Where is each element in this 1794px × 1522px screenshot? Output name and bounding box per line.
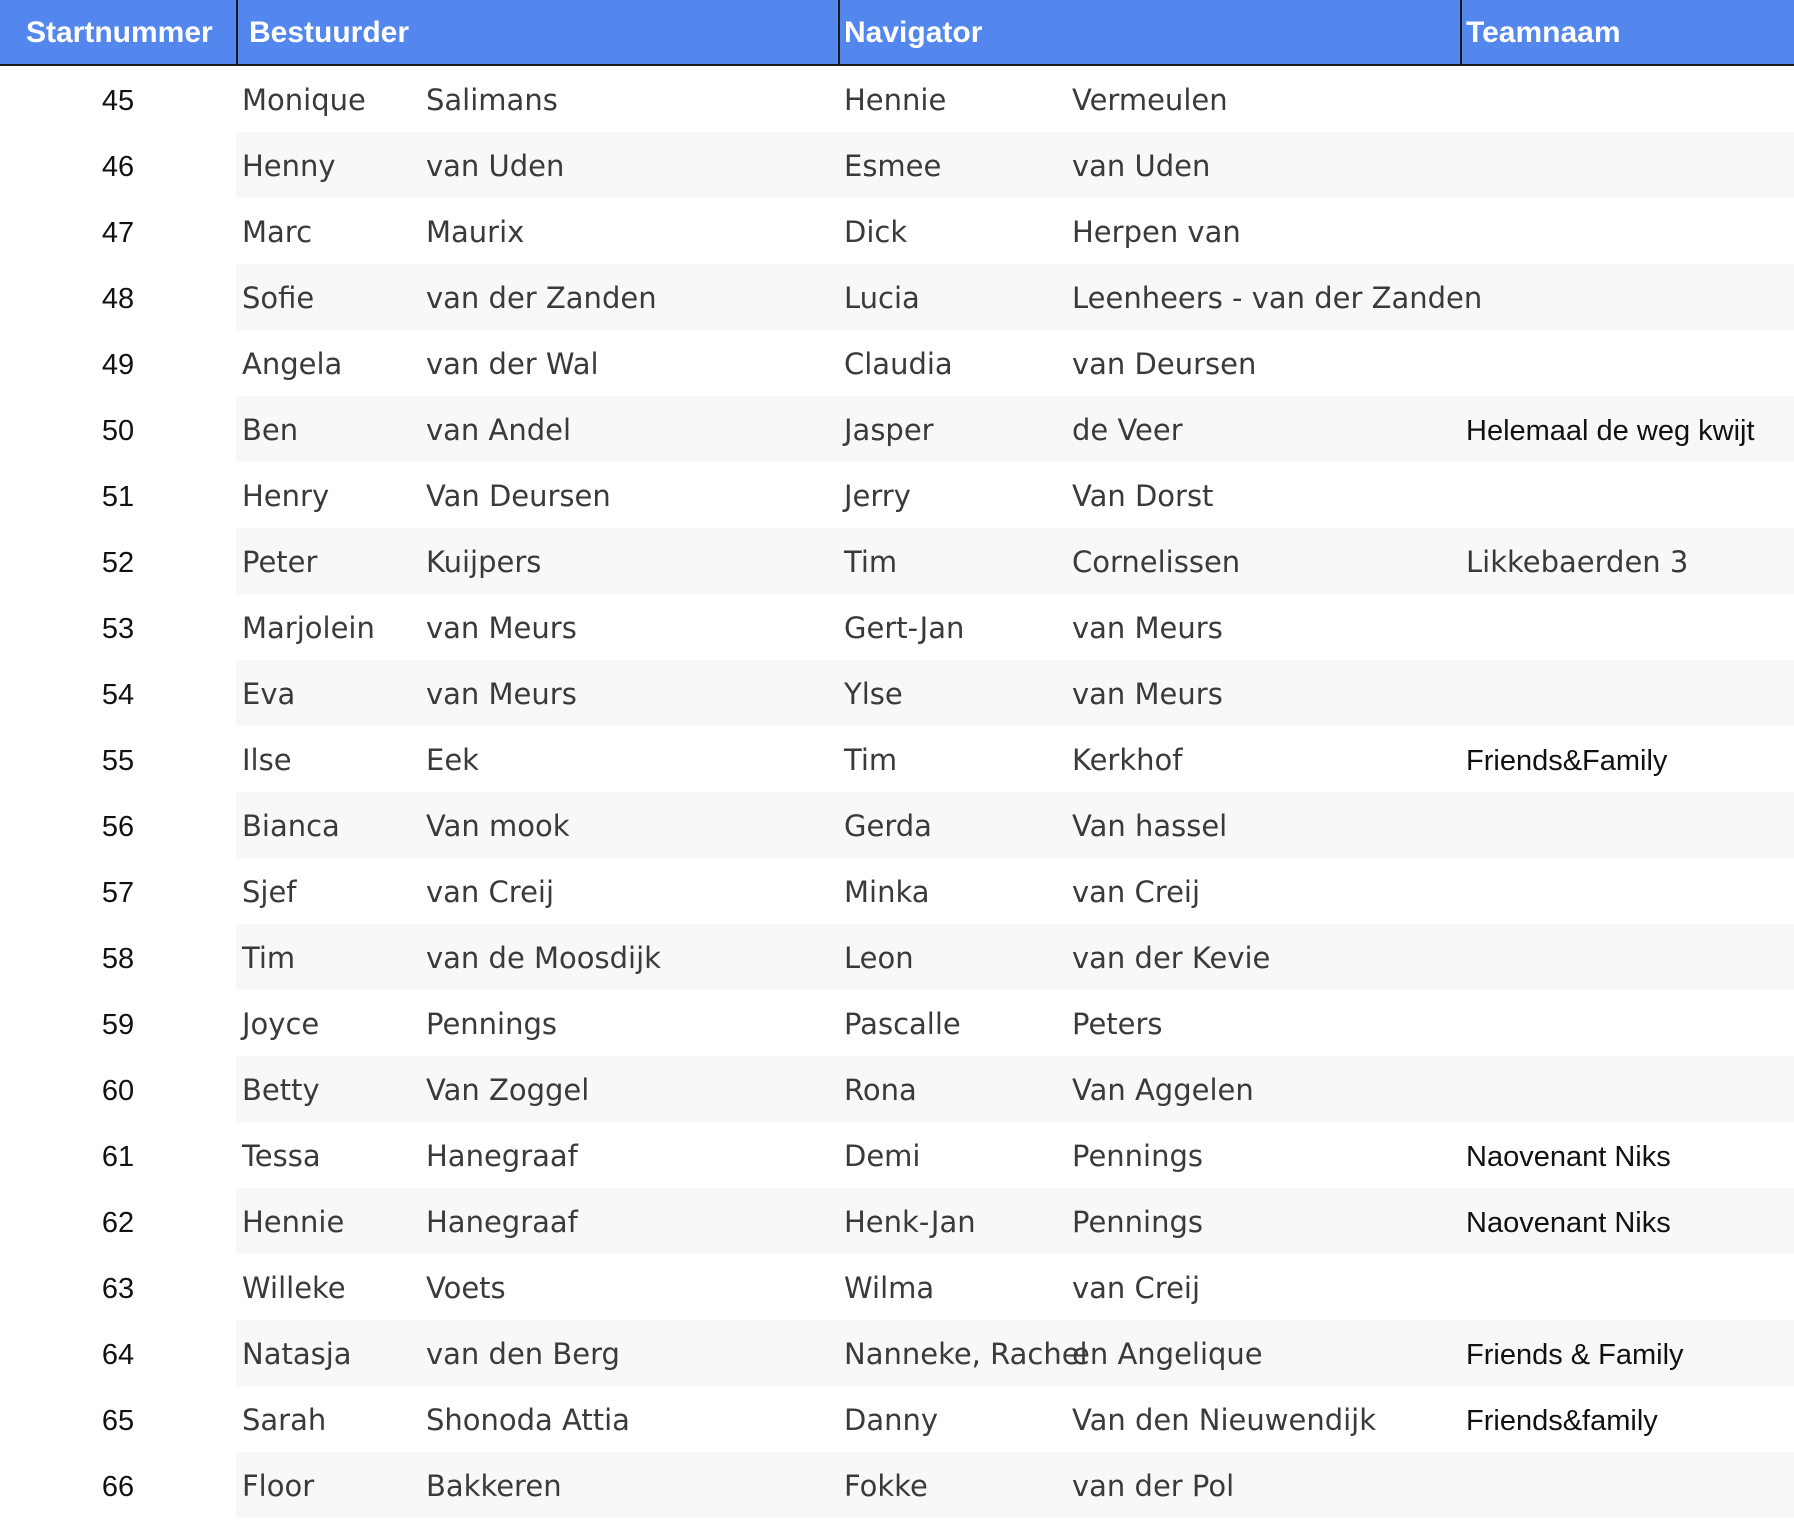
cell-navigator-achternaam: de Veer [1072, 413, 1183, 447]
cell-navigator-achternaam: Van den Nieuwendijk [1072, 1403, 1377, 1437]
cell-bestuurder-voornaam: Ilse [242, 743, 292, 777]
cell-navigator-achternaam: Kerkhof [1072, 743, 1183, 777]
table-row [0, 1386, 1794, 1452]
cell-navigator-voornaam: Danny [844, 1403, 939, 1437]
cell-startnummer: 55 [101, 745, 135, 777]
cell-navigator-achternaam: Herpen van [1072, 215, 1241, 249]
header-navigator: Navigator [844, 16, 983, 49]
cell-bestuurder-achternaam: van Meurs [426, 677, 577, 711]
cell-navigator-voornaam: Gert-Jan [844, 611, 965, 645]
cell-navigator-voornaam: Claudia [844, 347, 953, 381]
cell-startnummer: 54 [101, 679, 135, 711]
cell-bestuurder-achternaam: van Meurs [426, 611, 577, 645]
cell-bestuurder-voornaam: Angela [242, 347, 343, 381]
cell-bestuurder-achternaam: Bakkeren [426, 1469, 562, 1503]
table-row [0, 594, 1794, 660]
cell-navigator-achternaam: Cornelissen [1072, 545, 1241, 579]
cell-startnummer: 57 [101, 877, 135, 909]
cell-teamnaam: Friends&family [1466, 1405, 1658, 1437]
cell-startnummer: 52 [101, 547, 135, 579]
cell-teamnaam: Friends&Family [1466, 745, 1668, 777]
cell-navigator-voornaam: Fokke [844, 1469, 928, 1503]
cell-startnummer: 49 [101, 349, 135, 381]
cell-teamnaam: Helemaal de weg kwijt [1466, 415, 1755, 447]
cell-navigator-voornaam: Gerda [844, 809, 932, 843]
cell-bestuurder-voornaam: Henry [242, 479, 330, 513]
cell-startnummer: 56 [101, 811, 135, 843]
cell-navigator-achternaam: Pennings [1072, 1205, 1204, 1239]
cell-bestuurder-achternaam: Eek [426, 743, 479, 777]
table-header [0, 0, 1794, 66]
cell-navigator-voornaam: Wilma [844, 1271, 935, 1305]
table-row [0, 396, 1794, 462]
cell-startnummer: 61 [101, 1141, 135, 1173]
cell-navigator-voornaam: Jerry [844, 479, 911, 513]
cell-bestuurder-achternaam: van Creij [426, 875, 555, 909]
cell-bestuurder-voornaam: Henny [242, 149, 336, 183]
cell-startnummer: 53 [101, 613, 135, 645]
cell-navigator-voornaam: Esmee [844, 149, 942, 183]
cell-bestuurder-voornaam: Monique [242, 83, 366, 117]
table-row [0, 924, 1794, 990]
cell-bestuurder-voornaam: Marc [242, 215, 313, 249]
table-row [0, 1056, 1794, 1122]
table-row [0, 1122, 1794, 1188]
cell-teamnaam: Naovenant Niks [1466, 1141, 1671, 1173]
cell-startnummer: 66 [101, 1471, 135, 1503]
cell-bestuurder-voornaam: Hennie [242, 1205, 345, 1239]
cell-bestuurder-voornaam: Willeke [242, 1271, 346, 1305]
cell-startnummer: 58 [101, 943, 135, 975]
table-row [0, 1188, 1794, 1254]
cell-navigator-voornaam: Ylse [844, 677, 903, 711]
cell-bestuurder-voornaam: Sarah [242, 1403, 327, 1437]
cell-startnummer: 62 [101, 1207, 135, 1239]
cell-bestuurder-voornaam: Eva [242, 677, 296, 711]
cell-navigator-voornaam: Tim [844, 545, 898, 579]
cell-navigator-voornaam: Jasper [844, 413, 934, 447]
cell-startnummer: 60 [101, 1075, 135, 1107]
cell-navigator-achternaam: van Meurs [1072, 611, 1223, 645]
table-row [0, 990, 1794, 1056]
cell-startnummer: 47 [101, 217, 135, 249]
table-row [0, 1254, 1794, 1320]
cell-navigator-achternaam: Vermeulen [1072, 83, 1228, 117]
cell-bestuurder-voornaam: Floor [242, 1469, 315, 1503]
table-row [0, 660, 1794, 726]
cell-teamnaam: Likkebaerden 3 [1466, 545, 1689, 579]
cell-bestuurder-achternaam: Voets [426, 1271, 506, 1305]
header-divider [1460, 0, 1462, 64]
cell-bestuurder-achternaam: van Andel [426, 413, 572, 447]
table-body [0, 66, 1794, 1518]
table-row [0, 462, 1794, 528]
cell-bestuurder-voornaam: Marjolein [242, 611, 375, 645]
cell-bestuurder-achternaam: van den Berg [426, 1337, 620, 1371]
cell-bestuurder-voornaam: Sjef [242, 875, 297, 909]
cell-navigator-voornaam: Nanneke, Rachel [844, 1337, 1088, 1371]
cell-bestuurder-achternaam: Shonoda Attia [426, 1403, 630, 1437]
cell-bestuurder-voornaam: Tim [242, 941, 296, 975]
header-startnummer: Startnummer [26, 16, 213, 49]
cell-navigator-voornaam: Hennie [844, 83, 947, 117]
table-row [0, 1452, 1794, 1518]
cell-navigator-achternaam: van Deursen [1072, 347, 1257, 381]
cell-bestuurder-achternaam: Kuijpers [426, 545, 542, 579]
cell-bestuurder-achternaam: Van Deursen [426, 479, 611, 513]
cell-navigator-achternaam: Leenheers - van der Zanden [1072, 281, 1483, 315]
cell-navigator-voornaam: Rona [844, 1073, 917, 1107]
cell-startnummer: 63 [101, 1273, 135, 1305]
cell-bestuurder-achternaam: Hanegraaf [426, 1205, 578, 1239]
table-row [0, 132, 1794, 198]
cell-bestuurder-voornaam: Bianca [242, 809, 340, 843]
cell-bestuurder-voornaam: Sofie [242, 281, 315, 315]
cell-bestuurder-voornaam: Natasja [242, 1337, 352, 1371]
cell-navigator-voornaam: Minka [844, 875, 930, 909]
cell-navigator-achternaam: Van Aggelen [1072, 1073, 1254, 1107]
cell-navigator-achternaam: Van Dorst [1072, 479, 1214, 513]
cell-startnummer: 51 [101, 481, 135, 513]
table-row [0, 528, 1794, 594]
cell-startnummer: 45 [101, 85, 135, 117]
cell-bestuurder-voornaam: Ben [242, 413, 299, 447]
cell-navigator-voornaam: Demi [844, 1139, 921, 1173]
table-row [0, 726, 1794, 792]
cell-navigator-voornaam: Tim [844, 743, 898, 777]
cell-startnummer: 65 [101, 1405, 135, 1437]
table-row [0, 330, 1794, 396]
cell-navigator-achternaam: van Creij [1072, 1271, 1201, 1305]
cell-bestuurder-achternaam: Van Zoggel [426, 1073, 590, 1107]
table-row [0, 66, 1794, 132]
cell-teamnaam: Naovenant Niks [1466, 1207, 1671, 1239]
cell-navigator-achternaam: van der Pol [1072, 1469, 1235, 1503]
cell-bestuurder-voornaam: Betty [242, 1073, 320, 1107]
cell-navigator-achternaam: Peters [1072, 1007, 1163, 1041]
cell-bestuurder-achternaam: van de Moosdijk [426, 941, 661, 975]
cell-startnummer: 48 [101, 283, 135, 315]
table-row [0, 792, 1794, 858]
cell-bestuurder-achternaam: Salimans [426, 83, 558, 117]
table-row [0, 1320, 1794, 1386]
cell-startnummer: 46 [101, 151, 135, 183]
cell-startnummer: 50 [101, 415, 135, 447]
cell-navigator-achternaam: van der Kevie [1072, 941, 1271, 975]
cell-navigator-achternaam: Van hassel [1072, 809, 1228, 843]
cell-navigator-voornaam: Pascalle [844, 1007, 961, 1041]
cell-navigator-voornaam: Lucia [844, 281, 920, 315]
cell-startnummer: 59 [101, 1009, 135, 1041]
cell-navigator-achternaam: van Creij [1072, 875, 1201, 909]
cell-teamnaam: Friends & Family [1466, 1339, 1684, 1371]
cell-bestuurder-voornaam: Tessa [242, 1139, 321, 1173]
header-bestuurder: Bestuurder [249, 16, 410, 49]
cell-bestuurder-achternaam: van der Wal [426, 347, 599, 381]
cell-navigator-voornaam: Henk-Jan [844, 1205, 976, 1239]
cell-navigator-achternaam: Pennings [1072, 1139, 1204, 1173]
cell-navigator-voornaam: Dick [844, 215, 908, 249]
table-row [0, 198, 1794, 264]
cell-bestuurder-achternaam: Hanegraaf [426, 1139, 578, 1173]
cell-navigator-achternaam: van Meurs [1072, 677, 1223, 711]
table-row [0, 264, 1794, 330]
cell-navigator-voornaam: Leon [844, 941, 914, 975]
cell-bestuurder-voornaam: Joyce [242, 1007, 320, 1041]
cell-bestuurder-achternaam: Pennings [426, 1007, 558, 1041]
cell-startnummer: 64 [101, 1339, 135, 1371]
header-teamnaam: Teamnaam [1466, 16, 1621, 49]
cell-bestuurder-achternaam: van Uden [426, 149, 565, 183]
cell-bestuurder-achternaam: Maurix [426, 215, 525, 249]
cell-bestuurder-voornaam: Peter [242, 545, 318, 579]
header-divider [838, 0, 840, 64]
header-divider [236, 0, 238, 64]
cell-bestuurder-achternaam: van der Zanden [426, 281, 657, 315]
cell-navigator-achternaam: van Uden [1072, 149, 1211, 183]
cell-navigator-achternaam: en Angelique [1072, 1337, 1263, 1371]
table-row [0, 858, 1794, 924]
cell-bestuurder-achternaam: Van mook [426, 809, 570, 843]
